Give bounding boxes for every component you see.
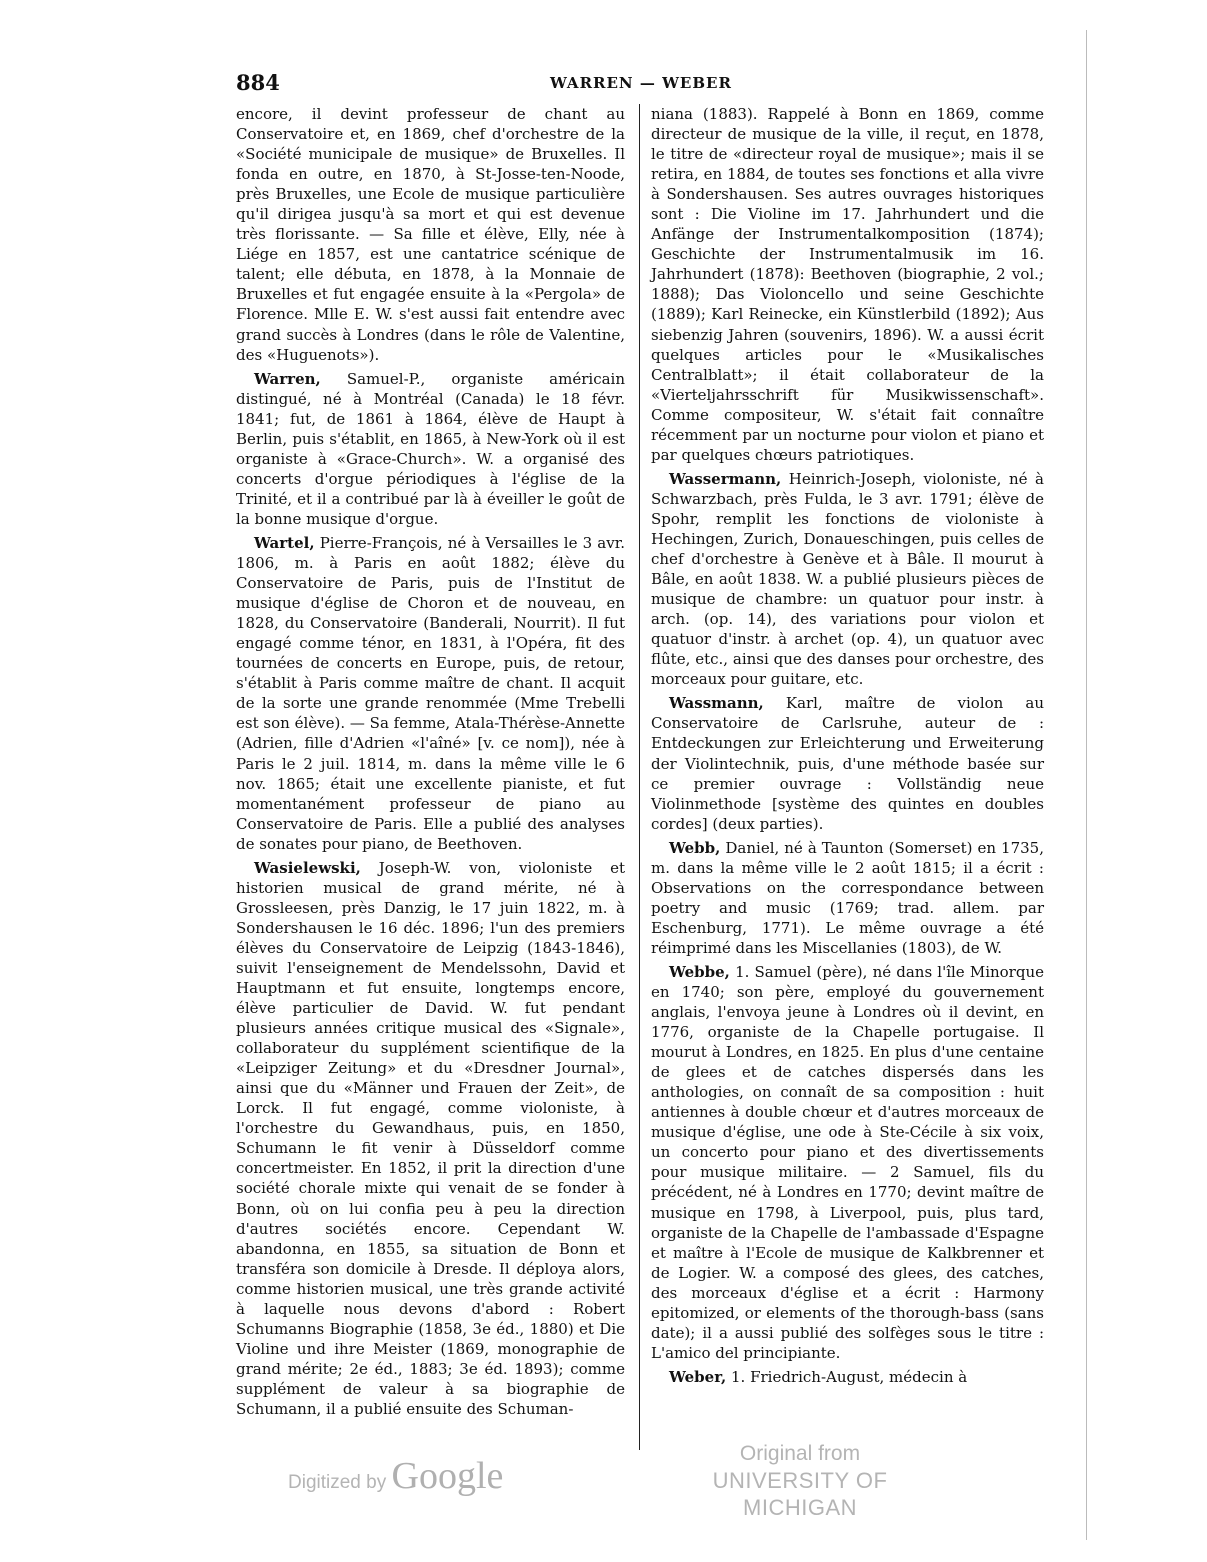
google-logo: Google — [391, 1455, 504, 1497]
entry-wasielewski — [236, 858, 625, 1419]
entry-headword: Warren, — [254, 369, 321, 388]
entry-headword: Webbe, — [669, 962, 730, 981]
entry-headword: Webb, — [669, 838, 721, 857]
university-label: UNIVERSITY OF MICHIGAN — [712, 1468, 888, 1520]
entry-text: 1. Friedrich-August, médecin à — [726, 1367, 968, 1386]
entry-wassermann — [651, 469, 1044, 690]
entry-text: Daniel, né à Taunton (Somerset) en 1735, m. dans la même ville le 2 août 1815; il a écrit : Observations on the correspondance between poetry and music (1769; trad. allem. par Eschenburg, 1771). Le même ouvrage a été réimprimé dans les Miscellanies (1803), de W. — [651, 838, 1044, 957]
entry-text: Pierre-François, né à Versailles le 3 avr. 1806, m. à Paris en août 1882; élève du Conservatoire de Paris, puis de l'Institut de musique d'église de Choron et de nouveau, en 1828, du Conservatoire (Banderali, Nourrit). Il fut engagé comme ténor, en 1831, à l'Opéra, fit des tournées de concerts en Europe, puis, de retour, s'établit à Paris comme maître de chant. Il acquit de la sorte une grande renommée (Mme Trebelli est son élève). — Sa femme, Atala-Thérèse-Annette (Adrien, fille d'Adrien «l'aîné» [v. ce nom]), née à Paris le 2 juil. 1814, m. dans la même ville le 6 nov. 1865; était une excellente pianiste, et fut momentanément professeur de piano au Conservatoire de Paris. Elle a publié des analyses de sonates pour piano, de Beethoven. — [236, 533, 625, 853]
left-column — [236, 104, 625, 1419]
entry-text: 1. Samuel (père), né dans l'île Minorque en 1740; son père, employé du gouvernement anglais, l'envoya jeune à Londres où il devint, en 1776, organiste de la Chapelle portugaise. Il mourut à Londres, en 1825. En plus d'une centaine de glees et de catches dispersés dans les anthologies, on connaît de sa composition : huit antiennes à double chœur et d'autres morceaux de musique d'église, une ode à Ste-Cécile à six voix, un concerto pour piano et des divertissements pour musique militaire. — 2 Samuel, fils du précédent, né à Londres en 1770; devint maître de musique en 1798, à Liverpool, puis, plus tard, organiste de la Chapelle de l'ambassade d'Espagne et maître à l'Ecole de musique de Kalkbrenner et de Logier. W. a composé des glees, des catches, des morceaux d'église et a écrit : Harmony epitomized, or elements of the thorough-bass (sans date); il a aussi publié des solfèges sous le titre : L'amico del principiante. — [651, 962, 1044, 1362]
page-header — [236, 70, 1046, 100]
column-divider — [639, 104, 640, 1450]
entry-text: encore, il devint professeur de chant au Conservatoire et, en 1869, chef d'orchestre de la «Société municipale de musique» de Bruxelles. Il fonda en outre, en 1870, à St-Josse-ten-Noode, près Bruxelles, une Ecole de musique particulière qu'il dirigea jusqu'à sa mort et qui est devenue très florissante. — Sa fille et élève, Elly, née à Liége en 1857, est une cantatrice scénique de talent; elle débuta, en 1878, à la Monnaie de Bruxelles et fut engagée ensuite à la «Pergola» de Florence. Mlle E. W. s'est aussi fait entendre avec grand succès à Londres (dans le rôle de Valentine, des «Huguenots»). — [236, 105, 625, 364]
entry-text: Samuel-P., organiste américain distingué, né à Montréal (Canada) le 18 févr. 1841; fut, de 1861 à 1864, élève de Haupt à Berlin, puis s'établit, en 1865, à New-York où il est organiste à «Grace-Church». W. a organisé des concerts d'orgue périodiques à l'église de la Trinité, et il a contribué par là à éveiller le goût de la bonne musique d'orgue. — [236, 369, 625, 528]
entry-headword: Weber, — [669, 1367, 727, 1386]
original-from-label: Original from — [739, 1442, 861, 1465]
page-number: 884 — [236, 70, 280, 95]
scan-edge-line — [1086, 30, 1087, 1540]
original-source-watermark — [670, 1440, 930, 1521]
entry-headword: Wartel, — [254, 533, 315, 552]
digitized-label: Digitized by — [288, 1472, 387, 1493]
entry-wassmann — [651, 693, 1044, 833]
entry-continuation — [651, 104, 1044, 465]
entry-headword: Wassmann, — [669, 694, 764, 713]
scan-watermark-footer — [0, 1440, 1207, 1520]
entry-warren — [236, 369, 625, 529]
entry-headword: Wasielewski, — [254, 858, 361, 877]
running-title: WARREN — WEBER — [550, 74, 732, 92]
entry-weber — [651, 1367, 1044, 1387]
right-column — [651, 104, 1044, 1387]
entry-text: Heinrich-Joseph, violoniste, né à Schwarzbach, près Fulda, le 3 avr. 1791; élève de Spohr, remplit les fonctions de violoniste à Hechingen, Zurich, Donaueschingen, puis celles de chef d'orchestre à Genève et à Bâle. Il mourut à Bâle, en août 1838. W. a publié plusieurs pièces de musique de chambre: un quatuor pour instr. à arch. (op. 14), des variations pour violon et quatuor d'instr. à archet (op. 4), un quatuor avec flûte, etc., ainsi que des danses pour orchestre, des morceaux pour guitare, etc. — [651, 469, 1044, 689]
entry-wartel — [236, 533, 625, 854]
entry-webb — [651, 838, 1044, 958]
digitized-by-watermark — [288, 1454, 503, 1498]
entry-continuation — [236, 104, 625, 365]
entry-text: niana (1883). Rappelé à Bonn en 1869, comme directeur de musique de la ville, il reçut, en 1878, le titre de «directeur royal de musique»; mais il se retira, en 1884, de toutes ses fonctions et alla vivre à Sondershausen. Ses autres ouvrages historiques sont : Die Violine im 17. Jahrhundert und die Anfänge der Instrumentalkomposition (1874); Geschichte der Instrumentalmusik im 16. Jahrhundert (1878): Beethoven (biographie, 2 vol.; 1888); Das Violoncello und seine Geschichte (1889); Karl Reinecke, ein Künstlerbild (1892); Aus siebenzig Jahren (souvenirs, 1896). W. a aussi écrit quelques articles pour le «Musikalisches Centralblatt»; il était collaborateur de la «Vierteljahrsschrift für Musikwissenschaft». Comme compositeur, W. s'était fait connaître récemment par un nocturne pour violon et piano et par quelques chœurs patriotiques. — [651, 105, 1044, 464]
entry-headword: Wassermann, — [669, 469, 782, 488]
entry-text: Karl, maître de violon au Conservatoire de Carlsruhe, auteur de : Entdeckungen zur Erleichterung und Erweiterung der Violintechnik, puis, d'une méthode basée sur ce premier ouvrage : Vollständig neue Violinmethode [système des quintes en doubles cordes] (deux parties). — [651, 694, 1044, 833]
entry-text: Joseph-W. von, violoniste et historien musical de grand mérite, né à Grossleesen, près Danzig, le 17 juin 1822, m. à Sondershausen le 16 déc. 1896; l'un des premiers élèves du Conservatoire de Leipzig (1843-1846), suivit l'enseignement de Mendelssohn, David et Hauptmann et fut ensuite, longtemps encore, élève particulier de David. W. fut pendant plusieurs années critique musical des «Signale», collaborateur du supplément scientifique de la «Leipziger Zeitung» et du «Dresdner Journal», ainsi que du «Männer und Frauen der Zeit», de Lorck. Il fut engagé, comme violoniste, à l'orchestre du Gewandhaus, puis, en 1850, Schumann le fit venir à Düsseldorf comme concertmeister. En 1852, il prit la direction d'une société chorale mixte qui venait de se fonder à Bonn, où on lui confia peu à peu la direction d'autres sociétés encore. Cependant W. abandonna, en 1855, sa situation de Bonn et transféra son domicile à Dresde. Il déploya alors, comme historien musical, une très grande activité à laquelle nous devons d'abord : Robert Schumanns Biographie (1858, 3e éd., 1880) et Die Violine und ihre Meister (1869, monographie de grand mérite; 2e éd., 1883; 3e éd. 1893); comme supplément de valeur à sa biographie de Schumann, il a publié ensuite des Schuman- — [236, 858, 625, 1418]
entry-webbe — [651, 962, 1044, 1363]
